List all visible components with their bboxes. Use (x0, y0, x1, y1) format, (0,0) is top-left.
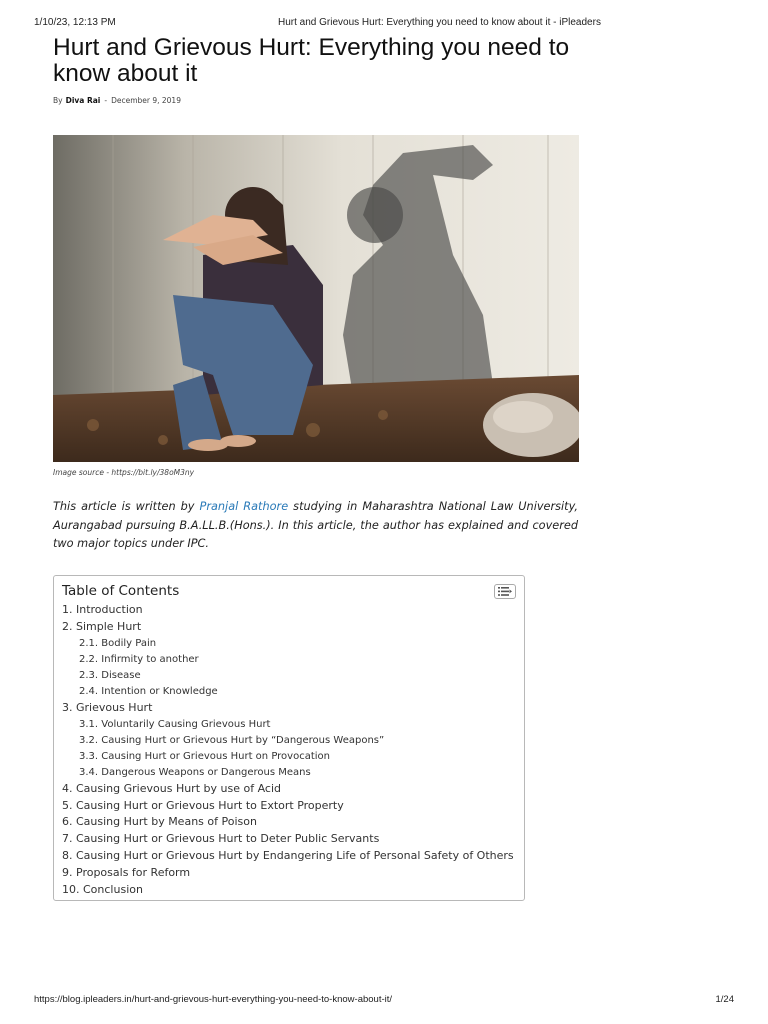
toc-item[interactable] (62, 831, 520, 848)
intro-paragraph (53, 498, 578, 554)
toc-item-number: 3.3. (79, 750, 99, 762)
byline (53, 96, 181, 105)
toc-item[interactable] (62, 668, 520, 684)
toc-item-number: 2.4. (79, 685, 99, 697)
toc-item-label: Voluntarily Causing Grievous Hurt (101, 718, 271, 730)
toc-item[interactable] (62, 602, 520, 619)
toc-item-label: Conclusion (83, 883, 143, 897)
toc-item[interactable] (62, 636, 520, 652)
print-page-title: Hurt and Grievous Hurt: Everything you need to know about it - iPleaders (278, 17, 601, 28)
page-url: https://blog.ipleaders.in/hurt-and-grievous-hurt-everything-you-need-to-know-about-it/ (34, 994, 393, 1005)
toc-item-label: Introduction (76, 603, 143, 616)
author-link[interactable]: Diva Rai (65, 96, 101, 105)
toc-item[interactable] (62, 882, 520, 899)
toc-item-number: 2.2. (79, 653, 99, 665)
toc-item-label: Dangerous Weapons or Dangerous Means (101, 766, 311, 778)
toc-item-label: Simple Hurt (76, 619, 142, 633)
toc-item[interactable] (62, 865, 520, 882)
toc-title: Table of Contents (62, 583, 180, 599)
hero-image (53, 135, 579, 462)
toc-item[interactable] (62, 781, 520, 798)
publish-date: December 9, 2019 (111, 96, 181, 105)
toc-item-number: 2. (62, 619, 73, 633)
print-datetime: 1/10/23, 12:13 PM (34, 17, 116, 28)
toc-item-label: Causing Hurt by Means of Poison (76, 815, 257, 829)
toc-item-label: Grievous Hurt (76, 700, 153, 714)
toc-item-label: Causing Hurt or Grievous Hurt to Deter Public Servants (76, 832, 380, 846)
toc-item[interactable] (62, 848, 520, 865)
toc-item-number: 10. (62, 883, 80, 897)
page-number: 1/24 (715, 994, 734, 1005)
toc-item-number: 3.4. (79, 766, 99, 778)
toc-item[interactable] (62, 798, 520, 815)
byline-separator: - (104, 96, 108, 105)
toc-item-number: 1. (62, 603, 73, 616)
toc-item-label: Proposals for Reform (76, 866, 191, 880)
toc-list (62, 602, 520, 899)
toc-item-number: 2.1. (79, 637, 99, 649)
article-title: Hurt and Grievous Hurt: Everything you need to know about it (53, 34, 570, 87)
toc-item-number: 4. (62, 781, 73, 795)
author-profile-link[interactable]: Pranjal Rathore (199, 500, 289, 513)
toc-item-label: Causing Hurt or Grievous Hurt by Endangering Life of Personal Safety of Others (76, 849, 514, 863)
toc-item-number: 3.2. (79, 734, 99, 746)
toc-item-label: Causing Hurt or Grievous Hurt by “Dangerous Weapons” (101, 734, 385, 746)
toc-item-number: 8. (62, 849, 73, 863)
list-toggle-icon (498, 587, 512, 596)
toc-item-label: Causing Grievous Hurt by use of Acid (76, 781, 281, 795)
toc-item[interactable] (62, 749, 520, 765)
intro-text-1: This article is written by (53, 500, 200, 513)
toc-item-number: 3.1. (79, 718, 99, 730)
image-caption: Image source - https://bit.ly/38oM3ny (53, 468, 195, 477)
toc-item-label: Intention or Knowledge (101, 685, 218, 697)
toc-item[interactable] (62, 652, 520, 668)
byline-prefix: By (53, 96, 63, 105)
toc-item[interactable] (62, 700, 520, 717)
toc-item-label: Causing Hurt or Grievous Hurt to Extort Property (76, 798, 344, 812)
toc-item[interactable] (62, 717, 520, 733)
toc-item-number: 9. (62, 866, 73, 880)
print-footer (34, 994, 734, 1008)
toc-item-label: Disease (101, 669, 141, 681)
toc-item-number: 3. (62, 700, 73, 714)
print-header (34, 17, 734, 31)
toc-item-label: Causing Hurt or Grievous Hurt on Provocation (101, 750, 330, 762)
toc-item-number: 2.3. (79, 669, 99, 681)
toc-item[interactable] (62, 814, 520, 831)
toc-item-label: Infirmity to another (101, 653, 199, 665)
toc-item-label: Bodily Pain (101, 637, 157, 649)
toc-toggle-button[interactable] (494, 584, 516, 599)
intro-text-2: studying in Maharashtra National Law University, Aurangabad pursuing B.A.LL.B.(Hons.). In this article, the author has explained and covered two major topics under IPC. (53, 500, 578, 550)
toc-item-number: 6. (62, 815, 73, 829)
toc-item[interactable] (62, 765, 520, 781)
toc-item[interactable] (62, 619, 520, 636)
toc-item[interactable] (62, 733, 520, 749)
toc-item[interactable] (62, 684, 520, 700)
toc-item-number: 7. (62, 832, 73, 846)
toc-item-number: 5. (62, 798, 73, 812)
table-of-contents (53, 575, 525, 901)
